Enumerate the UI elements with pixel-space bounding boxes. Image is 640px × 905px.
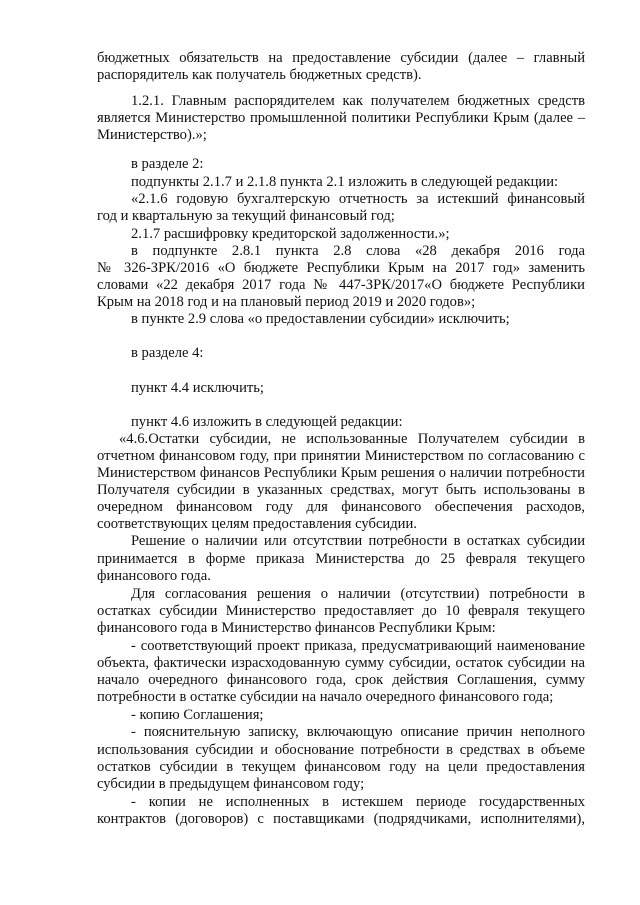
text-line: № 326-ЗРК/2016 «О бюджете Республики Крым на 2017 год» заменить <box>97 260 585 276</box>
text-line: субсидии в предыдущем финансовом году; <box>97 776 365 792</box>
text-line: потребности в остатке субсидии на начало очередного финансового года; <box>97 689 554 705</box>
text-line: словами «22 декабря 2017 года № 447-ЗРК/2017«О бюджете Республики <box>97 277 585 293</box>
text-line: объекта, фактически израсходованную сумму субсидии, остаток субсидии на <box>97 655 585 671</box>
text-line: год и квартальную за текущий финансовый год; <box>97 208 395 224</box>
text-line: начало очередного финансового года, срок действия Соглашения, сумму <box>97 672 585 688</box>
text-line: «4.6.Остатки субсидии, не использованные Получателем субсидии в <box>119 431 585 447</box>
text-line: распорядитель как получатель бюджетных средств). <box>97 67 422 83</box>
text-line: Решение о наличии или отсутствии потребности в остатках субсидии <box>131 533 585 549</box>
text-line: - копии не исполненных в истекшем периоде государственных <box>131 794 585 810</box>
text-line: «2.1.6 годовую бухгалтерскую отчетность за истекший финансовый <box>131 191 585 207</box>
text-line: финансового года в Министерство финансов Республики Крым: <box>97 620 496 636</box>
text-line: Крым на 2018 год и на плановый период 2019 и 2020 годов»; <box>97 294 476 310</box>
text-line: контрактов (договоров) с поставщиками (подрядчиками, исполнителями), <box>97 811 585 827</box>
text-line: в разделе 4: <box>131 345 204 361</box>
text-line: бюджетных обязательств на предоставление субсидии (далее – главный <box>97 50 585 66</box>
text-line: 2.1.7 расшифровку кредиторской задолженности.»; <box>131 226 450 242</box>
text-line: остатках субсидии Министерство предоставляет до 10 февраля текущего <box>97 603 585 619</box>
text-line: Министерство).»; <box>97 127 207 143</box>
text-line: финансового года. <box>97 568 211 584</box>
text-line: в пункте 2.9 слова «о предоставлении субсидии» исключить; <box>131 311 510 327</box>
text-line: пункт 4.6 изложить в следующей редакции: <box>131 414 403 430</box>
text-line: - соответствующий проект приказа, предусматривающий наименование <box>131 638 585 654</box>
text-line: пункт 4.4 исключить; <box>131 380 264 396</box>
text-line: является Министерство промышленной политики Республики Крым (далее – <box>97 110 585 126</box>
text-line: Министерством финансов Республики Крым решения о наличии потребности <box>97 465 585 481</box>
text-line: Получателя субсидии в указанных средствах, могут быть использованы в <box>97 482 585 498</box>
text-line: использования субсидии и обоснование потребности в средствах в объеме <box>97 742 585 758</box>
text-line: соответствующих целям предоставления субсидии. <box>97 516 417 532</box>
text-line: принимается в форме приказа Министерства до 25 февраля текущего <box>97 551 585 567</box>
text-line: отчетном финансовом году, при принятии Министерством по согласованию с <box>97 448 585 464</box>
text-line: в подпункте 2.8.1 пункта 2.8 слова «28 декабря 2016 года <box>131 243 585 259</box>
text-line: подпункты 2.1.7 и 2.1.8 пункта 2.1 изложить в следующей редакции: <box>131 174 559 190</box>
text-line: - пояснительную записку, включающую описание причин неполного <box>131 724 585 740</box>
text-line: очередном финансовом году для финансового обеспечения расходов, <box>97 499 585 515</box>
text-line: 1.2.1. Главным распорядителем как получателем бюджетных средств <box>131 93 585 109</box>
text-line: в разделе 2: <box>131 156 204 172</box>
text-line: остатков субсидии в текущем финансовом году на цели предоставления <box>97 759 585 775</box>
text-line: - копию Соглашения; <box>131 707 264 723</box>
text-line: Для согласования решения о наличии (отсутствии) потребности в <box>131 586 585 602</box>
